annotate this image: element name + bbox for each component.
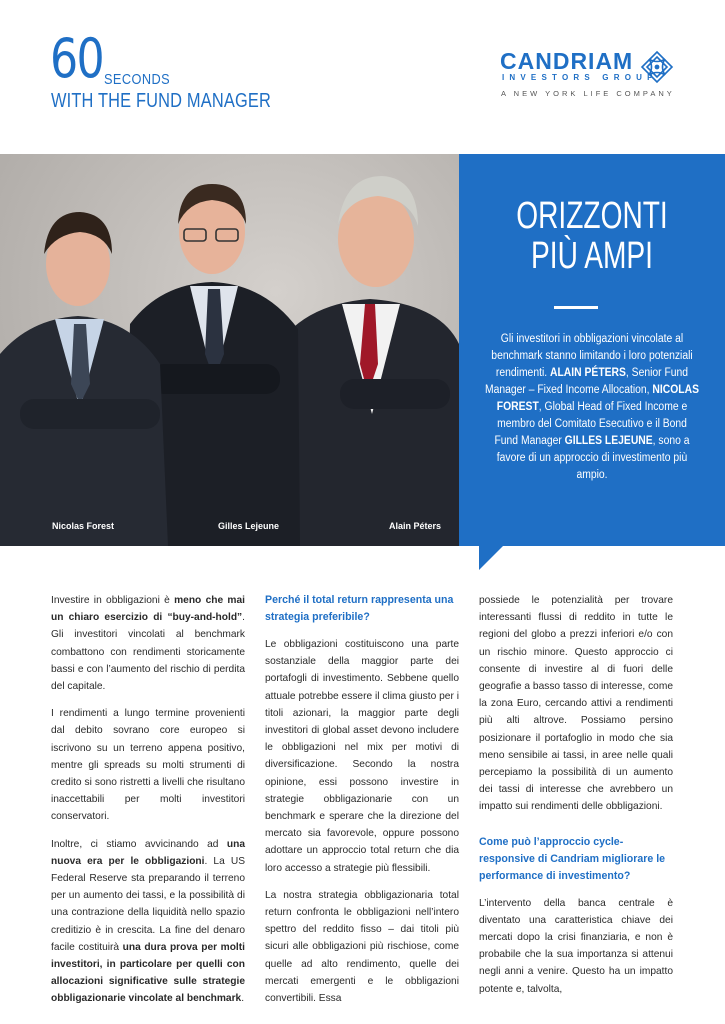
article-title-line-1: ORIZZONTI (516, 195, 668, 237)
section-heading: Perché il total return rappresenta una strategia preferibile? (265, 594, 454, 623)
intro-text-1: Gli investitori in obbligazioni vincolate al benchmark stanno limitando i loro potenziali rendimenti. (491, 333, 693, 379)
text: . La US Federal Reserve sta preparando il terreno per un aumento dei tassi, e la possibilità di una contrazione della liquidità nello spazio creditizio è in crescita. La fine del denaro facile costituirà (51, 855, 246, 953)
text-bold: meno che mai un chiaro esercizio di “buy-and-hold” (51, 595, 245, 624)
hero-panel (459, 154, 725, 546)
article-intro (485, 331, 699, 484)
caption-alain-peters: Alain Péters (389, 521, 442, 531)
fund-managers-photo (0, 154, 459, 546)
intro-role-gilles: , sono a favore di un approccio di investimento più ampio. (496, 435, 690, 481)
text: . (241, 993, 245, 1005)
paragraph (51, 836, 245, 1008)
text: Investire in obbligazioni è (51, 595, 175, 606)
text: Inoltre, ci stiamo avvicinando ad (51, 838, 227, 850)
series-subtitle: WITH THE FUND MANAGER (51, 90, 271, 112)
intro-name-alain: ALAIN PÉTERS (550, 367, 626, 379)
title-divider (554, 306, 598, 309)
candriam-logo-icon (640, 50, 674, 84)
article-title (494, 196, 691, 276)
text-bold: una dura prova per molti investitori, in particolare per quelli con allocazioni significative sulle strategie obbligazionarie vincolate al benchmark (51, 941, 245, 1005)
caption-gilles-lejeune: Gilles Lejeune (218, 521, 280, 531)
paragraph (51, 592, 245, 695)
section-heading: Come può l’approccio cycle-responsive di Candriam migliorare le performance di investimento? (479, 835, 666, 882)
paragraph: L’intervento della banca centrale è diventato una caratteristica chiave dei mercati dopo la crisi finanziaria, e non è probabile che la sua importanza si attenui negli anni a venire. Questo ha un impatto potente e, talvolta, (479, 897, 673, 995)
paragraph: Le obbligazioni costituiscono una parte sostanziale della maggior parte dei portafogli di investimento. Sebbene quello attuale potrebbe essere il clima giusto per i titoli azionari, la maggior parte degli investitori di global asset devono includere le obbligazioni nel mix per motivi di diversificazione. Secondo la nostra opinione, essi possono investire in strategie obbligazionarie con un benchmark e sperare che la direzione del mercato sia favorevole, oppure possono adottare un approccio total return che dia loro accesso a strategie più flessibili. (265, 639, 459, 874)
managers-illustration (0, 154, 459, 546)
paragraph: La nostra strategia obbligazionaria total return confronta le obbligazioni nell’intero spettro del reddito fisso – dai titoli più sicuri alle obbligazioni più rischiose, come quelle ad alto rendimento, quelle dei mercati emergenti e le obbligazioni convertibili. Essa (265, 889, 459, 1005)
intro-role-nicolas: , Global Head of Fixed Income e membro del Comitato Esecutivo e il Bond Fund Manager (494, 401, 688, 447)
intro-name-gilles: GILLES LEJEUNE (564, 435, 653, 447)
text-bold: una nuova era per le obbligazioni (51, 838, 245, 867)
intro-role-alain: , Senior Fund Manager – Fixed Income Allocation, (484, 367, 689, 396)
logo-name: CANDRIAM (500, 48, 634, 74)
text: . Gli investitori vincolati al benchmark combattono con rendimenti storicamente bassi e con l’aumento del rischio di perdita del capitale. (51, 612, 245, 693)
caption-nicolas-forest: Nicolas Forest (52, 521, 115, 531)
page-header (0, 0, 725, 150)
logo-tagline: A NEW YORK LIFE COMPANY (501, 89, 675, 98)
logo-group: INVESTORS GROUP (502, 73, 658, 82)
paragraph: I rendimenti a lungo termine provenienti dal debito sovrano core europeo si iscrivono su un terreno appena positivo, mentre gli spreads su molti strumenti di credito si sono ristretti a livelli che risultano inaccettabili per molti investitori conservatori. (51, 708, 245, 823)
intro-name-nicolas: NICOLAS FOREST (496, 384, 700, 413)
article-title-line-2: PIÙ AMPI (531, 235, 653, 277)
body-column-2 (265, 592, 459, 1017)
series-number: 60 (50, 27, 104, 90)
paragraph: possiede le potenzialità per trovare interessanti flussi di reddito in tutte le regioni del globo a prezzi inferiori e/o con un rischio minore. Questo approccio ci consente di investire al di fuori delle geografie a basso tasso di interesse, come la zona Euro, cercando attivi a rendimenti più alti altrove. Possiamo persino posizionare il portafoglio in modo che sia meno sensibile ai tassi, in aree nelle quali percepiamo la possibilità di un aumento dei tassi di interesse che avrebbero un impatto sui rendimenti delle obbligazioni. (479, 595, 673, 813)
body-column-1 (51, 592, 245, 1018)
series-seconds-label: SECONDS (104, 71, 171, 88)
hero-panel-notch (479, 546, 503, 570)
body-column-3 (479, 592, 673, 1008)
